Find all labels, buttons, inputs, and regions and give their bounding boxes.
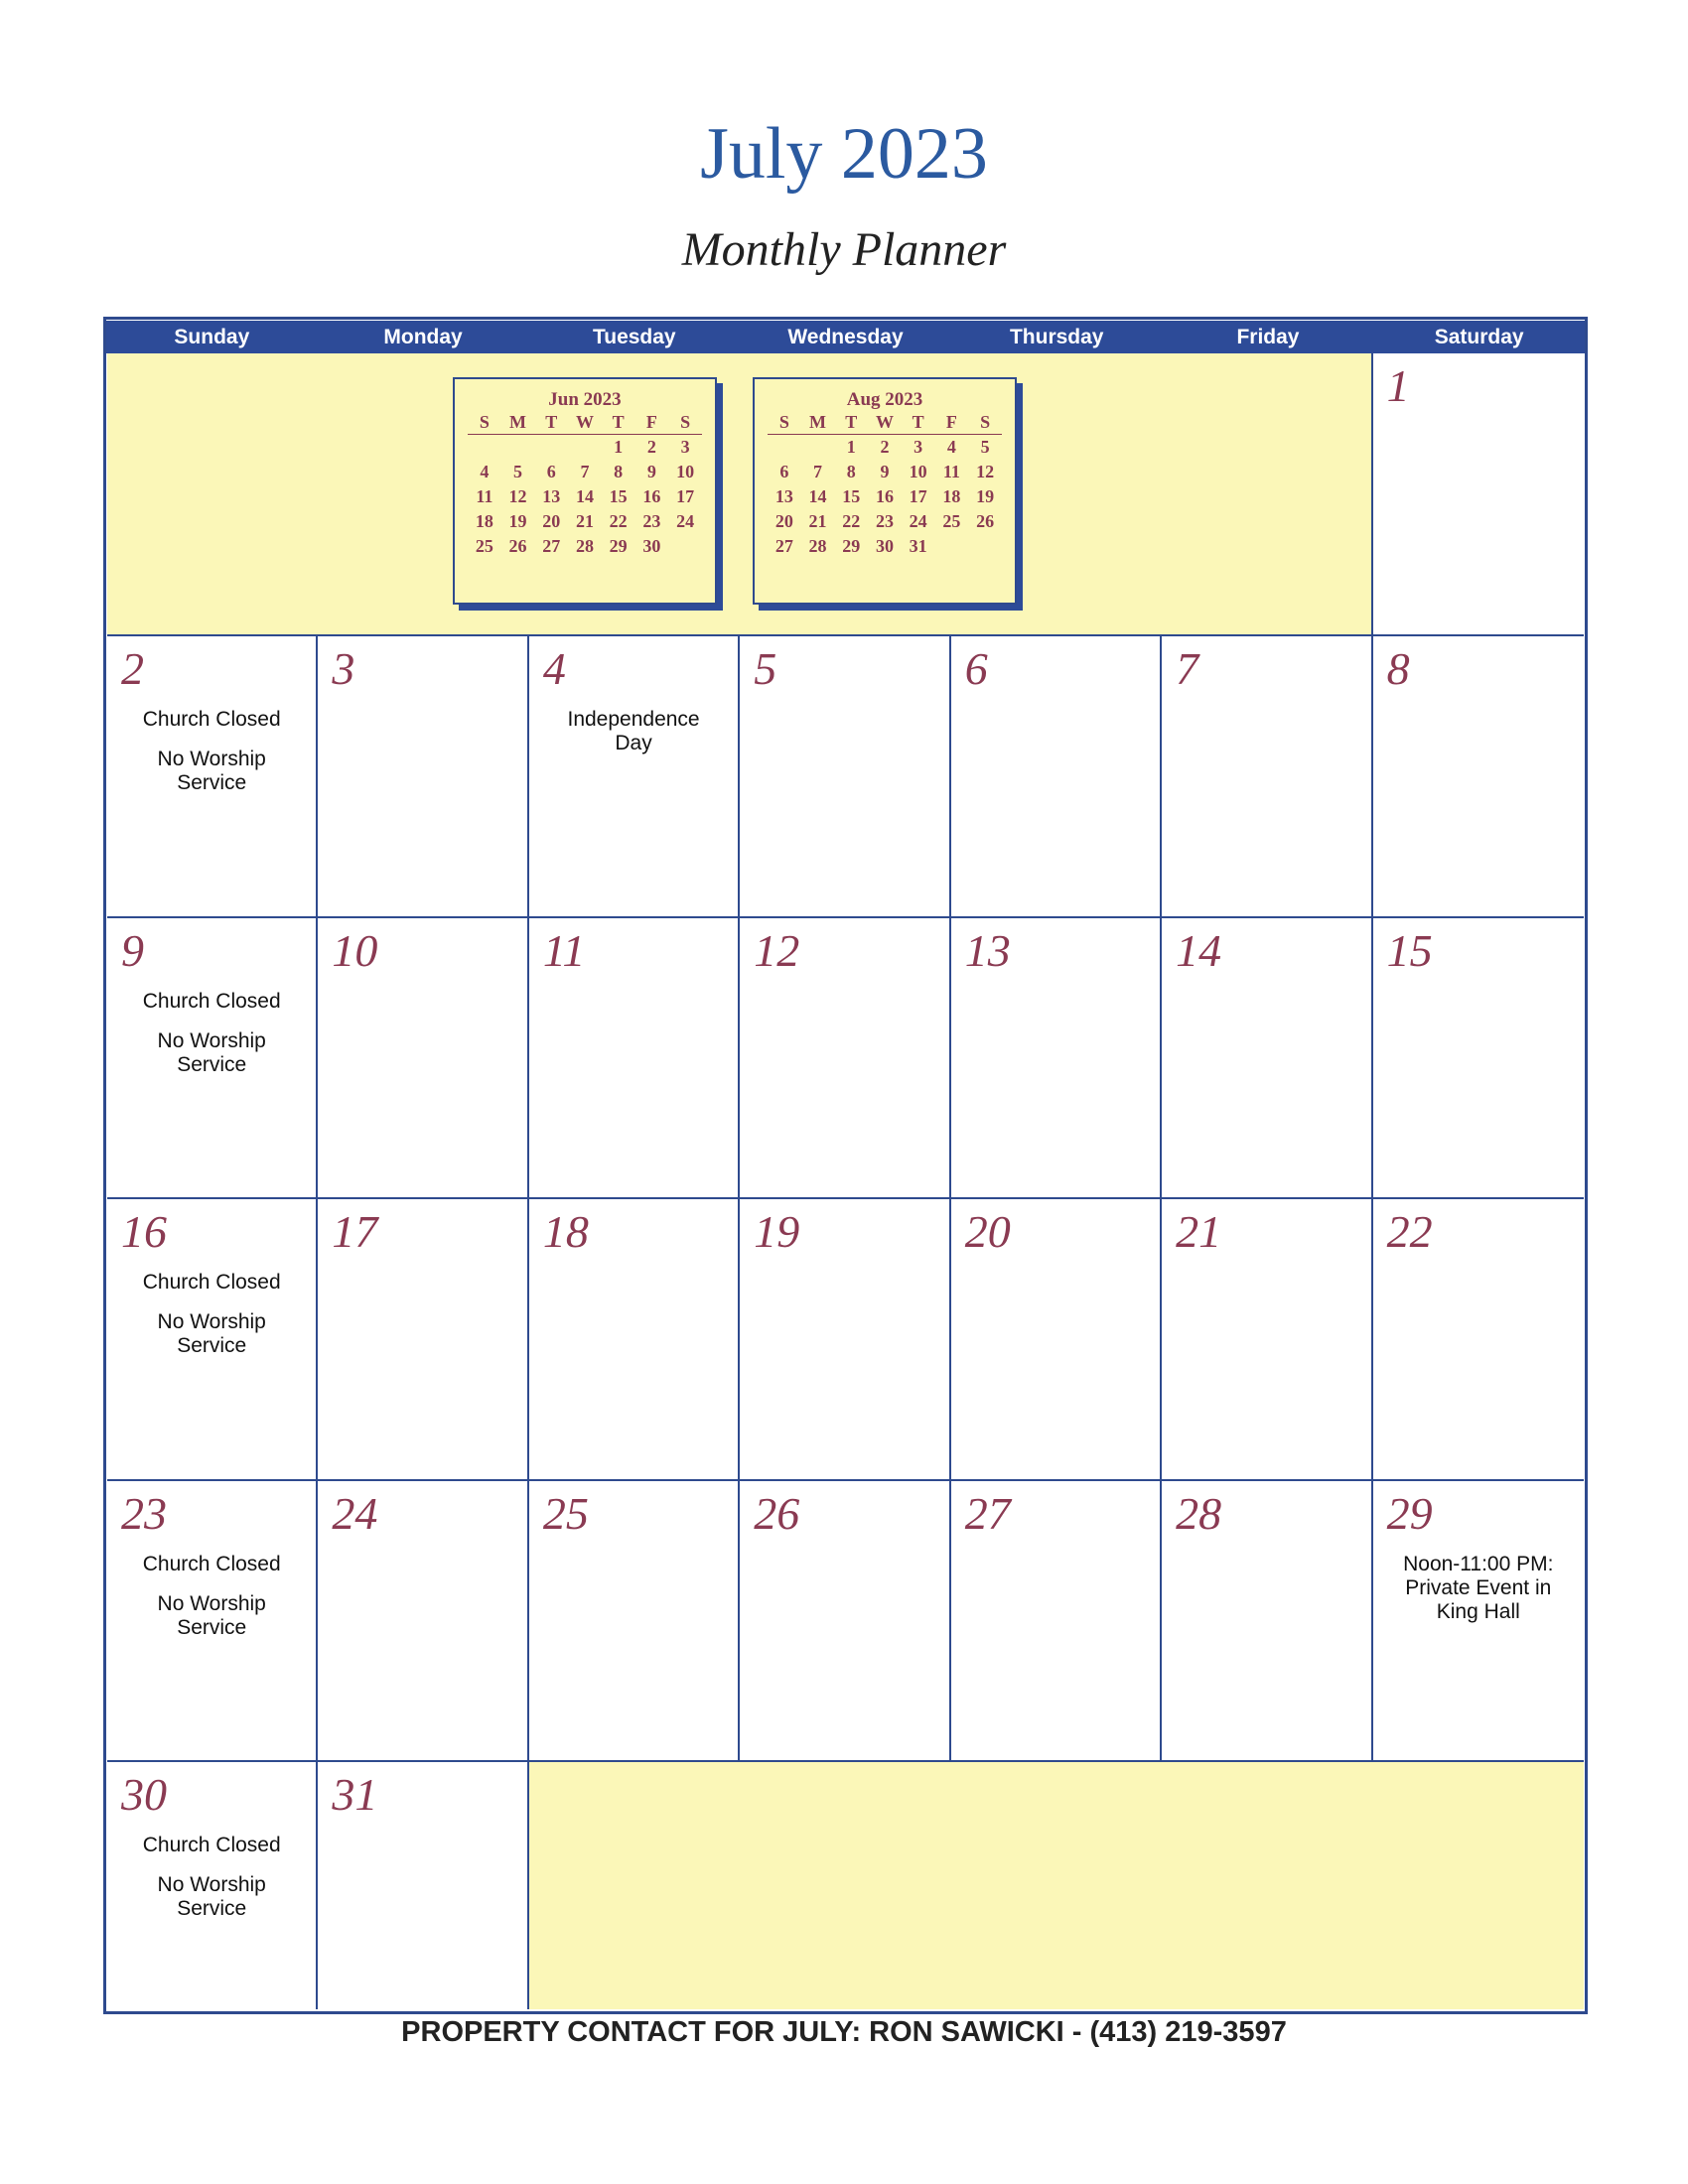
day-number: 3 bbox=[332, 643, 355, 694]
day-number: 17 bbox=[332, 1206, 378, 1257]
weekday-thursday: Thursday bbox=[1009, 326, 1104, 348]
day-cell-19[interactable] bbox=[740, 1199, 950, 1481]
mini-day: 15 bbox=[609, 486, 628, 506]
mini-day bbox=[468, 435, 501, 461]
mini-day: 22 bbox=[842, 511, 861, 531]
mini-header: S bbox=[668, 411, 702, 435]
mini-day: 2 bbox=[646, 437, 656, 457]
event-private-event: Noon-11:00 PM: Private Event in King Hall bbox=[1403, 1552, 1554, 1623]
day-cell-24[interactable] bbox=[318, 1481, 528, 1763]
day-cell-25[interactable] bbox=[529, 1481, 740, 1763]
event-no-worship: No Worship Service bbox=[157, 1028, 266, 1076]
event-church-closed: Church Closed bbox=[142, 989, 281, 1013]
day-cell-30[interactable] bbox=[107, 1762, 318, 2009]
mini-day bbox=[534, 435, 568, 461]
day-cell-14[interactable] bbox=[1162, 918, 1372, 1200]
mini-day: 4 bbox=[480, 462, 490, 481]
mini-day bbox=[668, 534, 702, 559]
day-cell-13[interactable] bbox=[951, 918, 1162, 1200]
day-cell-28[interactable] bbox=[1162, 1481, 1372, 1763]
mini-day: 13 bbox=[542, 486, 561, 506]
mini-day: 3 bbox=[914, 437, 923, 457]
leading-filler bbox=[107, 353, 1373, 636]
event-no-worship: No Worship Service bbox=[157, 1310, 266, 1357]
event-no-worship: No Worship Service bbox=[157, 1591, 266, 1639]
day-number: 22 bbox=[1386, 1206, 1433, 1257]
mini-header: S bbox=[968, 411, 1002, 435]
day-cell-8[interactable] bbox=[1373, 636, 1584, 918]
mini-day: 31 bbox=[909, 536, 927, 556]
event-church-closed: Church Closed bbox=[142, 708, 281, 731]
day-number: 8 bbox=[1386, 643, 1410, 694]
mini-day: 11 bbox=[942, 462, 960, 481]
mini-day: 16 bbox=[642, 486, 661, 506]
mini-day: 21 bbox=[808, 511, 827, 531]
mini-day: 4 bbox=[946, 437, 956, 457]
day-number: 20 bbox=[964, 1206, 1011, 1257]
mini-day: 5 bbox=[980, 437, 990, 457]
day-cell-7[interactable] bbox=[1162, 636, 1372, 918]
event-church-closed: Church Closed bbox=[142, 1834, 281, 1856]
mini-day: 17 bbox=[909, 486, 927, 506]
day-cell-12[interactable] bbox=[740, 918, 950, 1200]
mini-day: 12 bbox=[976, 462, 995, 481]
mini-header: T bbox=[834, 411, 868, 435]
mini-calendar-table bbox=[468, 411, 702, 559]
calendar-grid bbox=[107, 353, 1584, 2009]
day-cell-9[interactable] bbox=[107, 918, 318, 1200]
day-number: 14 bbox=[1176, 924, 1222, 976]
mini-day: 22 bbox=[609, 511, 628, 531]
day-number: 9 bbox=[121, 924, 144, 976]
day-cell-18[interactable] bbox=[529, 1199, 740, 1481]
mini-day bbox=[935, 534, 969, 559]
mini-day: 3 bbox=[680, 437, 690, 457]
mini-day: 11 bbox=[476, 486, 493, 506]
mini-day: 6 bbox=[779, 462, 789, 481]
weekday-friday: Friday bbox=[1236, 326, 1300, 348]
day-cell-4[interactable] bbox=[529, 636, 740, 918]
day-cell-6[interactable] bbox=[951, 636, 1162, 918]
day-cell-20[interactable] bbox=[951, 1199, 1162, 1481]
page-title: July 2023 bbox=[700, 113, 988, 195]
mini-day: 18 bbox=[942, 486, 961, 506]
event-independence-day: Independence Day bbox=[567, 708, 700, 754]
mini-header: S bbox=[768, 411, 801, 435]
day-number: 31 bbox=[332, 1769, 378, 1820]
mini-day: 10 bbox=[676, 462, 695, 481]
mini-day: 13 bbox=[774, 486, 793, 506]
day-cell-26[interactable] bbox=[740, 1481, 950, 1763]
mini-day: 27 bbox=[542, 536, 561, 556]
mini-calendar-table bbox=[768, 411, 1002, 559]
mini-day: 24 bbox=[909, 511, 927, 531]
mini-day: 21 bbox=[575, 511, 594, 531]
day-number: 30 bbox=[121, 1769, 167, 1820]
mini-day: 30 bbox=[875, 536, 894, 556]
day-number: 5 bbox=[754, 643, 777, 694]
mini-day: 16 bbox=[875, 486, 894, 506]
mini-calendar-title: Jun 2023 bbox=[548, 389, 622, 410]
mini-day: 9 bbox=[646, 462, 656, 481]
day-cell-10[interactable] bbox=[318, 918, 528, 1200]
mini-day: 19 bbox=[508, 511, 527, 531]
mini-day: 2 bbox=[880, 437, 890, 457]
day-number: 15 bbox=[1386, 924, 1433, 976]
mini-day: 25 bbox=[942, 511, 961, 531]
mini-day: 12 bbox=[508, 486, 527, 506]
day-cell-5[interactable] bbox=[740, 636, 950, 918]
day-number: 25 bbox=[542, 1487, 589, 1539]
mini-day: 18 bbox=[475, 511, 493, 531]
mini-header: W bbox=[568, 411, 602, 435]
day-number: 6 bbox=[964, 643, 988, 694]
day-cell-29[interactable] bbox=[1373, 1481, 1584, 1763]
weekday-monday: Monday bbox=[383, 326, 463, 348]
mini-calendar-august bbox=[753, 377, 1017, 605]
weekday-tuesday: Tuesday bbox=[592, 326, 676, 348]
mini-day: 1 bbox=[614, 437, 624, 457]
mini-day: 10 bbox=[909, 462, 927, 481]
day-number: 13 bbox=[964, 924, 1011, 976]
mini-header: M bbox=[801, 411, 835, 435]
mini-day: 28 bbox=[808, 536, 827, 556]
mini-day: 26 bbox=[976, 511, 995, 531]
mini-day: 23 bbox=[642, 511, 661, 531]
day-cell-15[interactable] bbox=[1373, 918, 1584, 1200]
mini-day: 9 bbox=[880, 462, 890, 481]
day-number: 4 bbox=[542, 643, 566, 694]
mini-day bbox=[568, 435, 602, 461]
mini-day bbox=[801, 435, 835, 461]
day-number: 29 bbox=[1386, 1487, 1433, 1539]
day-cell-16[interactable] bbox=[107, 1199, 318, 1481]
mini-day: 15 bbox=[842, 486, 861, 506]
mini-day: 7 bbox=[813, 462, 823, 481]
day-number: 16 bbox=[121, 1206, 167, 1257]
mini-header: F bbox=[935, 411, 969, 435]
mini-day: 14 bbox=[575, 486, 594, 506]
event-church-closed: Church Closed bbox=[142, 1552, 281, 1575]
day-number: 27 bbox=[964, 1487, 1011, 1539]
day-number: 18 bbox=[542, 1206, 589, 1257]
mini-header: S bbox=[468, 411, 501, 435]
mini-day: 14 bbox=[808, 486, 827, 506]
day-cell-31[interactable] bbox=[318, 1762, 528, 2009]
day-cell-1[interactable] bbox=[1373, 353, 1584, 636]
day-number: 10 bbox=[332, 924, 378, 976]
day-number: 19 bbox=[754, 1206, 800, 1257]
day-cell-11[interactable] bbox=[529, 918, 740, 1200]
mini-day: 5 bbox=[513, 462, 523, 481]
day-number: 21 bbox=[1176, 1206, 1222, 1257]
mini-day: 27 bbox=[774, 536, 793, 556]
mini-day: 20 bbox=[774, 511, 793, 531]
mini-header: F bbox=[635, 411, 669, 435]
trailing-filler bbox=[529, 1762, 1584, 2009]
mini-header: M bbox=[501, 411, 535, 435]
mini-day: 17 bbox=[676, 486, 695, 506]
mini-header: T bbox=[602, 411, 635, 435]
event-church-closed: Church Closed bbox=[142, 1271, 281, 1294]
mini-day: 23 bbox=[875, 511, 894, 531]
day-number: 23 bbox=[121, 1487, 167, 1539]
day-cell-22[interactable] bbox=[1373, 1199, 1584, 1481]
mini-day: 8 bbox=[846, 462, 856, 481]
day-number: 1 bbox=[1386, 360, 1410, 411]
day-number: 11 bbox=[542, 924, 586, 976]
day-cell-17[interactable] bbox=[318, 1199, 528, 1481]
mini-day: 7 bbox=[580, 462, 590, 481]
day-cell-23[interactable] bbox=[107, 1481, 318, 1763]
mini-day: 26 bbox=[508, 536, 527, 556]
day-number: 26 bbox=[754, 1487, 800, 1539]
weekday-wednesday: Wednesday bbox=[787, 326, 904, 348]
mini-day: 24 bbox=[676, 511, 695, 531]
page-subtitle: Monthly Planner bbox=[681, 223, 1007, 276]
mini-day: 20 bbox=[542, 511, 561, 531]
mini-day: 29 bbox=[842, 536, 861, 556]
mini-header: T bbox=[902, 411, 935, 435]
mini-day: 6 bbox=[546, 462, 556, 481]
mini-day: 1 bbox=[846, 437, 856, 457]
mini-day bbox=[768, 435, 801, 461]
mini-day: 29 bbox=[609, 536, 628, 556]
mini-day: 28 bbox=[575, 536, 594, 556]
mini-calendar-title: Aug 2023 bbox=[846, 389, 923, 410]
mini-day: 8 bbox=[614, 462, 624, 481]
day-number: 24 bbox=[332, 1487, 378, 1539]
day-cell-21[interactable] bbox=[1162, 1199, 1372, 1481]
day-cell-2[interactable] bbox=[107, 636, 318, 918]
mini-day bbox=[501, 435, 535, 461]
event-no-worship: No Worship Service bbox=[157, 1873, 266, 1920]
mini-day: 25 bbox=[475, 536, 493, 556]
day-cell-3[interactable] bbox=[318, 636, 528, 918]
mini-day: 30 bbox=[642, 536, 661, 556]
mini-header: T bbox=[534, 411, 568, 435]
weekday-header bbox=[106, 321, 1585, 353]
day-number: 28 bbox=[1176, 1487, 1222, 1539]
property-contact: PROPERTY CONTACT FOR JULY: RON SAWICKI - (413) 219-3597 bbox=[401, 2016, 1287, 2048]
mini-calendar-june bbox=[453, 377, 717, 605]
mini-day bbox=[968, 534, 1002, 559]
mini-header: W bbox=[868, 411, 902, 435]
event-no-worship: No Worship Service bbox=[157, 748, 266, 794]
weekday-sunday: Sunday bbox=[174, 326, 250, 348]
mini-day: 19 bbox=[976, 486, 995, 506]
weekday-saturday: Saturday bbox=[1434, 326, 1524, 348]
day-number: 12 bbox=[754, 924, 800, 976]
day-number: 7 bbox=[1176, 643, 1199, 694]
day-number: 2 bbox=[121, 643, 144, 694]
day-cell-27[interactable] bbox=[951, 1481, 1162, 1763]
